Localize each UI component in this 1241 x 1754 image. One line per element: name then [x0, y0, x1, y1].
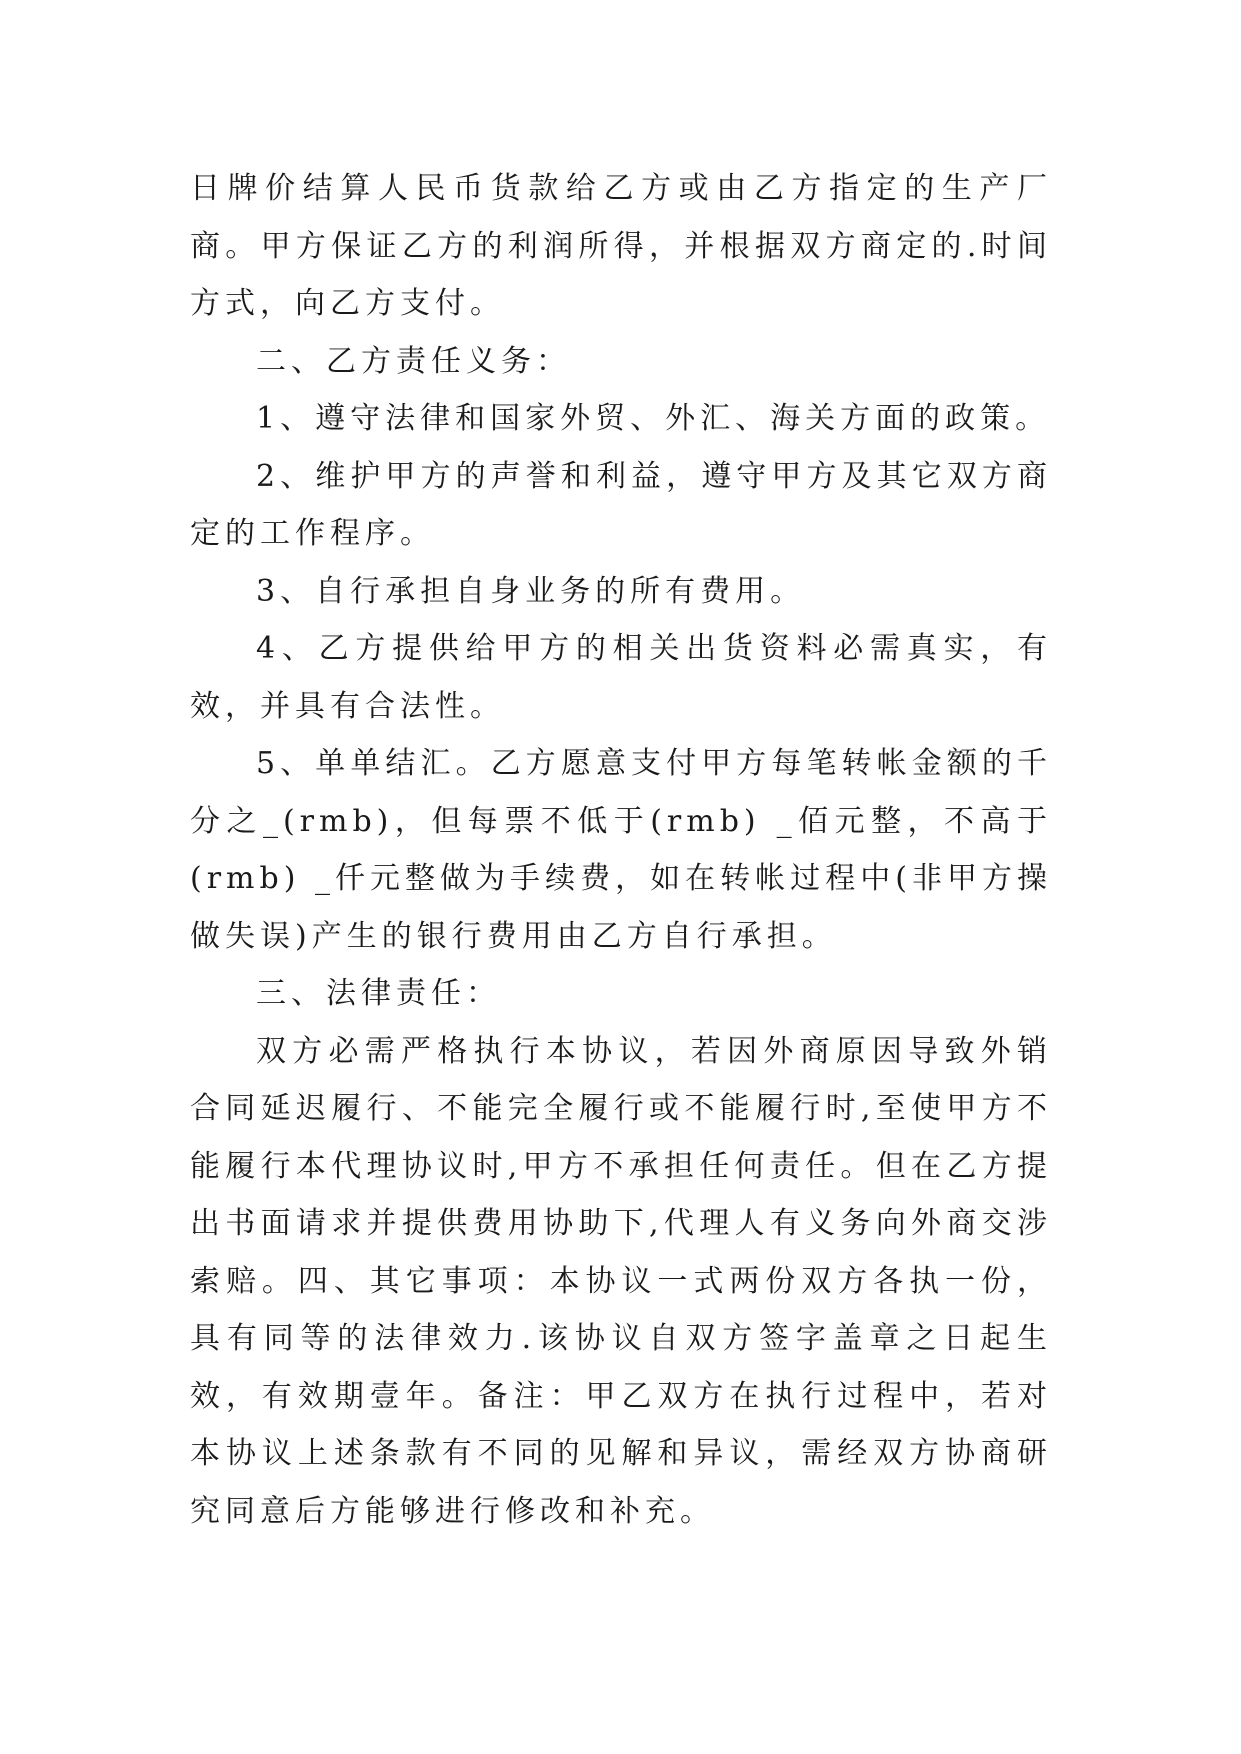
list-item-duty-3: 3、自行承担自身业务的所有费用。: [256, 573, 806, 609]
heading-legal-liability: 三、法律责任：: [256, 976, 501, 1011]
paragraph-legal-liability: 双方必需严格执行本协议，若因外商原因导致外销合同延迟履行、不能完全履行或不能履行时,至使甲方不能履行本代理协议时,甲方不承担任何责任。但在乙方提出书面请求并提供费用协助下,代理人有义务向外商交涉索赔。四、其它事项：本协议一式两份双方各执一份，具有同等的法律效力.该协议自双方签字盖章之日起生效，有效期壹年。备注：甲乙双方在执行过程中，若对本协议上述条款有不同的见解和异议，需经双方协商研究同意后方能够进行修改和补充。: [190, 1033, 1052, 1529]
list-item-duty-4: 4、乙方提供给甲方的相关出货资料必需真实，有效，并具有合法性。: [190, 631, 1052, 724]
list-item-duty-5: 5、单单结汇。乙方愿意支付甲方每笔转帐金额的千分之_(rmb)，但每票不低于(rmb) _佰元整，不高于(rmb) _仟元整做为手续费，如在转帐过程中(非甲方操做失误)产生的银行费用由乙方自行承担。: [190, 746, 1052, 954]
paragraph-payment: 日牌价结算人民币货款给乙方或由乙方指定的生产厂商。甲方保证乙方的利润所得，并根据双方商定的.时间方式，向乙方支付。: [190, 171, 1052, 321]
document-body: [190, 160, 1052, 1540]
list-item-duty-1: 1、遵守法律和国家外贸、外汇、海关方面的政策。: [256, 401, 1051, 436]
list-item-duty-2: 2、维护甲方的声誉和利益，遵守甲方及其它双方商定的工作程序。: [190, 458, 1052, 551]
heading-party-b-duties: 二、乙方责任义务：: [256, 343, 571, 379]
